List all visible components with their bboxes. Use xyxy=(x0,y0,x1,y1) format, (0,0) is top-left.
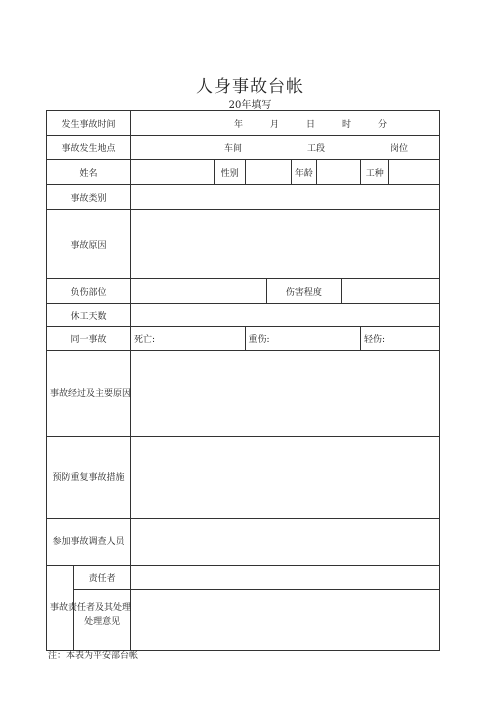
row-responsible xyxy=(47,566,440,590)
row-rest-days xyxy=(47,304,440,327)
prevention-label: 预防重复事故措施 xyxy=(47,437,131,519)
responsible-label: 责任者 xyxy=(74,566,131,590)
row-injury xyxy=(47,279,440,304)
row-person-info xyxy=(47,160,440,185)
investigators-label: 参加事故调查人员 xyxy=(47,519,131,566)
investigators-field[interactable] xyxy=(131,519,440,566)
cause-label: 事故原因 xyxy=(47,210,131,279)
death-field[interactable] xyxy=(131,327,245,351)
death-label: 死亡: xyxy=(134,335,156,345)
workshop-unit: 车间 xyxy=(224,144,243,154)
accident-ledger-table xyxy=(46,110,440,651)
row-accident-time xyxy=(47,111,440,136)
name-field[interactable] xyxy=(131,160,215,185)
minute-unit: 分 xyxy=(378,119,388,130)
process-field[interactable] xyxy=(131,351,440,437)
job-label: 工种 xyxy=(361,160,389,185)
opinion-field[interactable] xyxy=(131,590,440,651)
injury-degree-field[interactable] xyxy=(342,279,440,304)
minor-label: 轻伤: xyxy=(364,335,386,345)
opinion-label: 处理意见 xyxy=(74,590,131,651)
hour-unit: 时 xyxy=(342,119,352,130)
injury-degree-label: 伤害程度 xyxy=(266,279,342,304)
row-casualties xyxy=(47,327,440,351)
type-field[interactable] xyxy=(131,185,440,210)
age-label: 年龄 xyxy=(291,160,316,185)
post-unit: 岗位 xyxy=(389,144,408,154)
rest-days-label: 休工天数 xyxy=(47,304,131,327)
row-process xyxy=(47,351,440,437)
responsible-field[interactable] xyxy=(131,566,440,590)
serious-label: 重伤: xyxy=(248,335,270,345)
month-unit: 月 xyxy=(270,119,280,130)
row-opinion xyxy=(47,590,440,651)
name-label: 姓名 xyxy=(47,160,131,185)
prevention-field[interactable] xyxy=(131,437,440,519)
gender-label: 性别 xyxy=(215,160,245,185)
type-label: 事故类别 xyxy=(47,185,131,210)
row-prevention xyxy=(47,437,440,519)
day-unit: 日 xyxy=(306,119,316,130)
place-label: 事故发生地点 xyxy=(47,136,131,160)
row-accident-place xyxy=(47,136,440,160)
time-label: 发生事故时间 xyxy=(47,111,131,136)
age-field[interactable] xyxy=(316,160,360,185)
serious-field[interactable] xyxy=(245,327,361,351)
page-title: 人身事故台帐 xyxy=(196,77,304,97)
cause-field[interactable] xyxy=(131,210,440,279)
injury-part-field[interactable] xyxy=(131,279,266,304)
rest-days-field[interactable] xyxy=(131,304,440,327)
place-field[interactable] xyxy=(131,136,440,160)
same-accident-label: 同一事故 xyxy=(47,327,131,351)
section-unit: 工段 xyxy=(307,144,326,154)
gender-field[interactable] xyxy=(245,160,291,185)
minor-field[interactable] xyxy=(361,327,440,351)
fill-year-line: 20年填写 xyxy=(228,100,272,111)
handling-label: 事故责任者及其处理 xyxy=(47,566,74,651)
row-investigators xyxy=(47,519,440,566)
footnote: 注：本表为平安部台帐 xyxy=(48,651,139,661)
job-field[interactable] xyxy=(389,160,440,185)
year-unit: 年 xyxy=(234,119,244,130)
time-field[interactable] xyxy=(131,111,440,136)
process-label: 事故经过及主要原因 xyxy=(47,351,131,437)
injury-part-label: 负伤部位 xyxy=(47,279,131,304)
row-accident-cause xyxy=(47,210,440,279)
row-accident-type xyxy=(47,185,440,210)
